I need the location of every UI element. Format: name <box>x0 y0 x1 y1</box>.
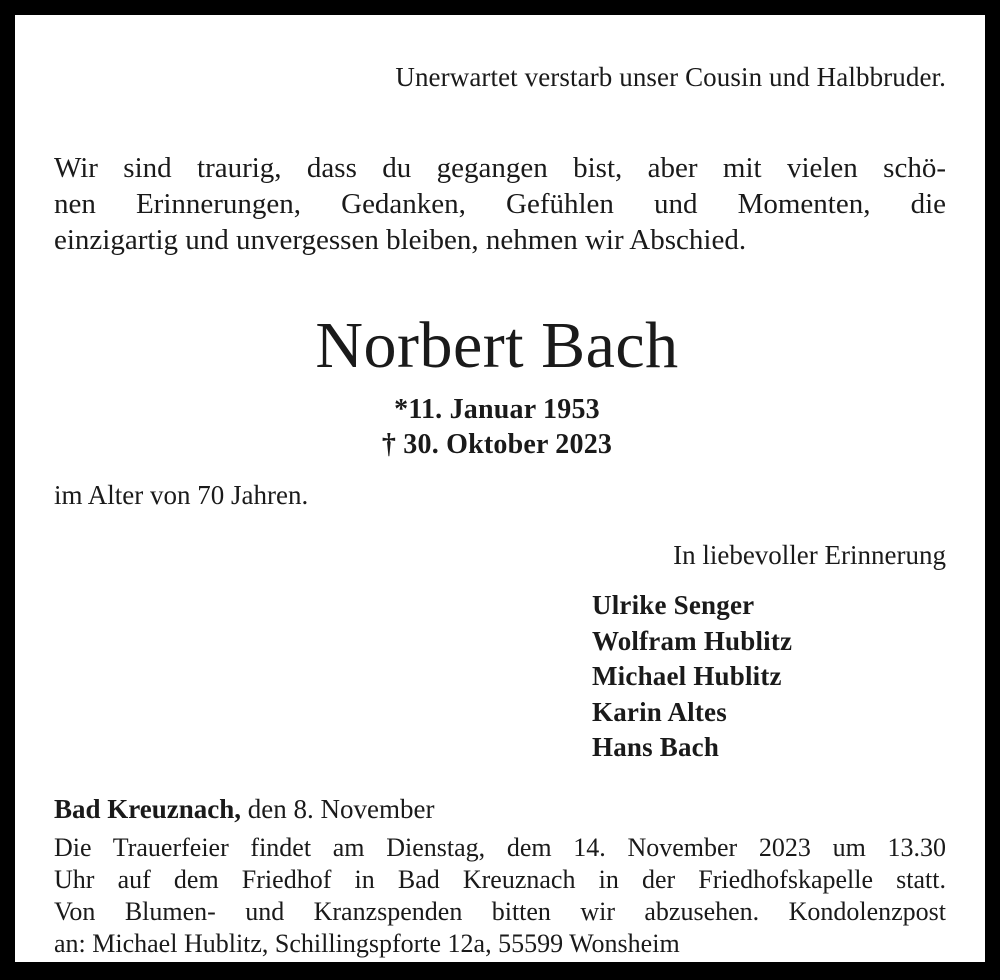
notice-date: den 8. November <box>247 793 435 824</box>
funeral-detail-line: an: Michael Hublitz, Schillingspforte 12a, 55599 Wonsheim <box>54 928 680 958</box>
mourner-name: Michael Hublitz <box>592 661 782 691</box>
funeral-detail-line: Uhr auf dem Friedhof in Bad Kreuznach in der Friedhofskapelle statt. <box>54 864 946 894</box>
age-line: im Alter von 70 Jahren. <box>54 480 309 510</box>
mourner-name: Karin Altes <box>592 696 727 727</box>
place-name: Bad Kreuznach, <box>54 793 242 824</box>
death-date-line: † 30. Oktober 2023 <box>381 429 613 460</box>
notice-content-column <box>54 15 946 960</box>
verse-line: Wir sind traurig, dass du gegangen bist, aber mit vielen schö- <box>54 152 946 184</box>
deceased-name: Norbert Bach <box>315 309 679 382</box>
life-dates <box>48 392 946 462</box>
mourner-name: Ulrike Senger <box>592 590 755 620</box>
mourner-name: Hans Bach <box>592 732 720 762</box>
birth-date-line: *11. Januar 1953 <box>394 394 600 425</box>
mourners-list <box>54 588 946 766</box>
verse-line: nen Erinnerungen, Gedanken, Gefühlen und Momenten, die <box>54 188 946 220</box>
notice-paper <box>15 15 985 962</box>
verse-line: einzigartig und unvergessen bleiben, nehmen wir Abschied. <box>54 224 747 256</box>
mourner-name: Wolfram Hublitz <box>592 625 793 656</box>
funeral-detail-line: Die Trauerfeier findet am Dienstag, dem 14. November 2023 um 13.30 <box>54 832 946 862</box>
place-and-date <box>54 792 946 826</box>
memorial-verse <box>54 150 946 258</box>
remembrance-line: In liebevoller Erinnerung <box>673 540 946 570</box>
lead-line: Unerwartet verstarb unser Cousin und Halbbruder. <box>395 62 946 92</box>
funeral-details <box>54 832 946 960</box>
funeral-detail-line: Von Blumen- und Kranzspenden bitten wir abzusehen. Kondolenzpost <box>54 896 946 926</box>
